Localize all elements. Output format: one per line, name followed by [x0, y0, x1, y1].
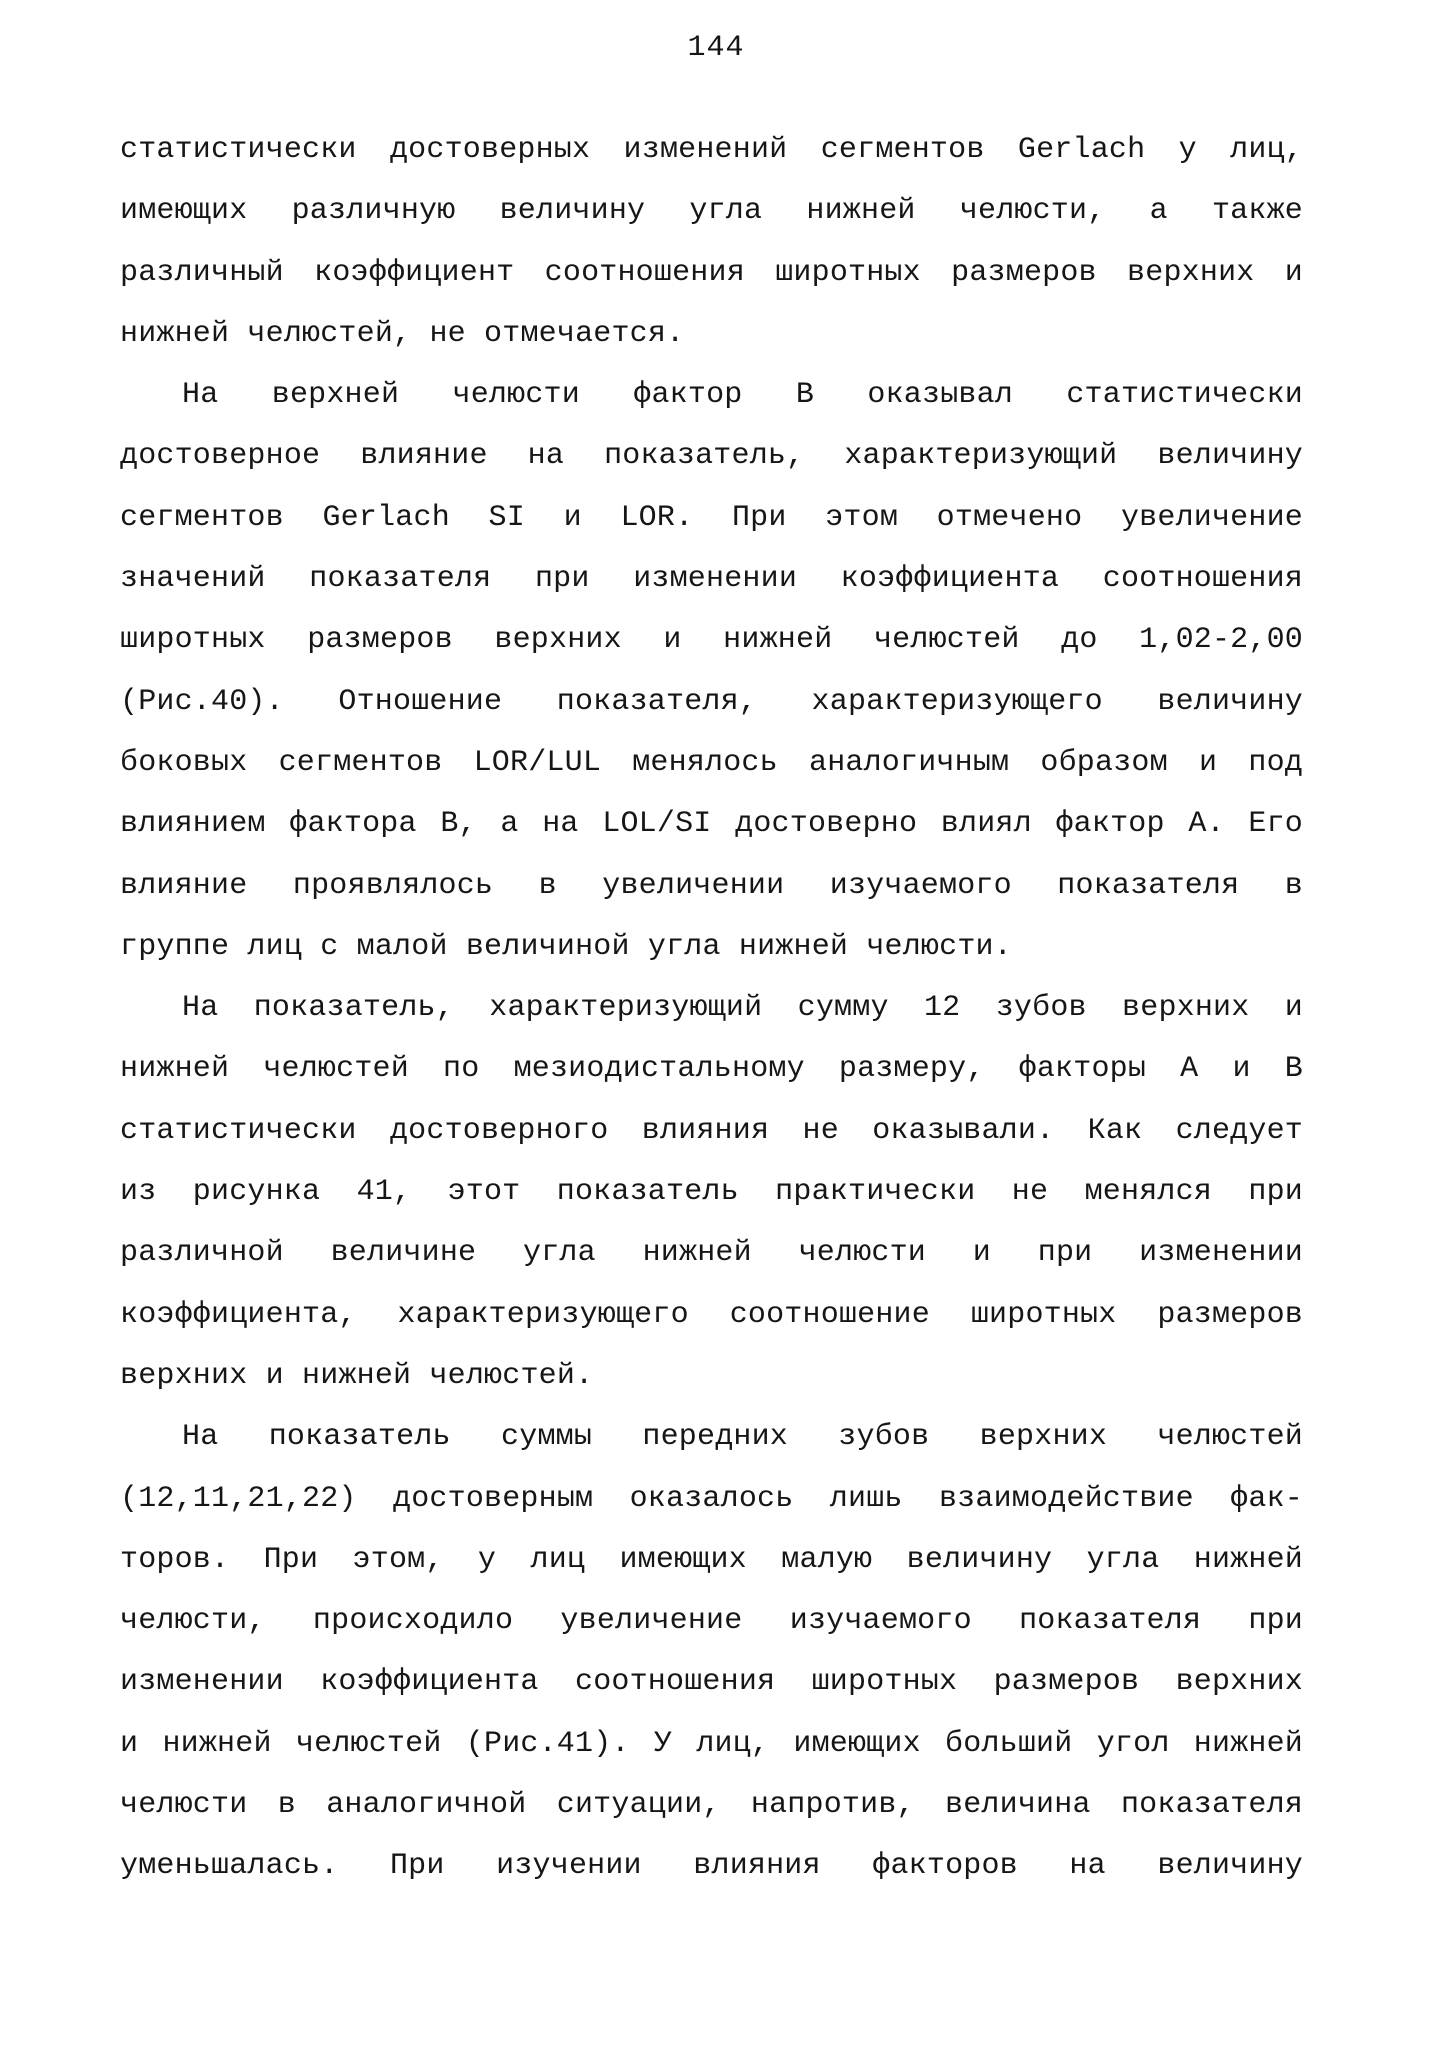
text-line: различной величине угла нижней челюсти и при изменении: [120, 1236, 1303, 1271]
text-line: различный коэффициент соотношения широтных размеров верхних и: [120, 255, 1303, 290]
page-number: 144: [687, 31, 745, 65]
text-line: влияние проявлялось в увеличении изучаемого показателя в: [120, 868, 1303, 903]
text-line: из рисунка 41, этот показатель практически не менялся при: [120, 1175, 1303, 1210]
text-line: челюсти, происходило увеличение изучаемого показателя при: [120, 1604, 1303, 1639]
text-line: широтных размеров верхних и нижней челюстей до 1,02-2,00: [120, 623, 1303, 658]
text-line: сегментов Gerlach SI и LOR. При этом отмечено увеличение: [120, 500, 1303, 535]
text-line: На верхней челюсти фактор В оказывал статистически: [182, 378, 1303, 413]
body-text: [120, 120, 1303, 1898]
text-line: значений показателя при изменении коэффициента соотношения: [120, 562, 1303, 597]
text-line: нижней челюстей, не отмечается.: [120, 316, 685, 351]
text-line: На показатель суммы передних зубов верхних челюстей: [182, 1420, 1303, 1455]
text-line: нижней челюстей по мезиодистальному размеру, факторы А и В: [120, 1052, 1303, 1087]
text-line: группе лиц с малой величиной угла нижней челюсти.: [120, 929, 1012, 964]
text-line: уменьшалась. При изучении влияния факторов на величину: [120, 1849, 1303, 1884]
text-line: достоверное влияние на показатель, характеризующий величину: [120, 439, 1303, 474]
text-line: и нижней челюстей (Рис.41). У лиц, имеющих больший угол нижней: [120, 1726, 1303, 1761]
text-line: влиянием фактора В, а на LOL/SI достоверно влиял фактор А. Его: [120, 807, 1303, 842]
text-line: (12,11,21,22) достоверным оказалось лишь взаимодействие фак-: [120, 1481, 1303, 1516]
text-line: статистически достоверных изменений сегментов Gerlach у лиц,: [120, 133, 1303, 167]
text-line: (Рис.40). Отношение показателя, характеризующего величину: [120, 684, 1303, 719]
text-line: торов. При этом, у лиц имеющих малую величину угла нижней: [120, 1542, 1303, 1577]
text-line: имеющих различную величину угла нижней челюсти, а также: [120, 194, 1303, 229]
text-line: На показатель, характеризующий сумму 12 зубов верхних и: [182, 991, 1303, 1026]
text-line: статистически достоверного влияния не оказывали. Как следует: [120, 1113, 1303, 1148]
text-line: изменении коэффициента соотношения широтных размеров верхних: [120, 1665, 1303, 1700]
text-line: челюсти в аналогичной ситуации, напротив, величина показателя: [120, 1788, 1303, 1823]
text-line: верхних и нижней челюстей.: [120, 1358, 594, 1393]
text-line: боковых сегментов LOR/LUL менялось аналогичным образом и под: [120, 745, 1303, 780]
text-line: коэффициента, характеризующего соотношение широтных размеров: [120, 1297, 1303, 1332]
